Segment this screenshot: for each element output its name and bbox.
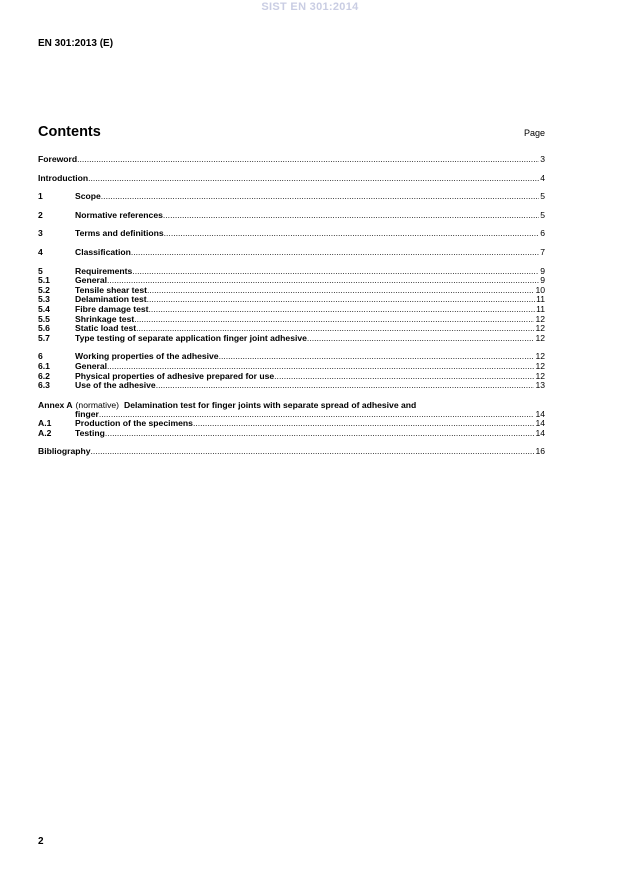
toc-entry-label: Testing: [75, 428, 105, 438]
toc-entry-number: A.2: [38, 428, 52, 438]
toc-entry-label: Bibliography: [38, 447, 91, 457]
toc-leader-dots: [147, 295, 535, 305]
toc-leader-dots: [91, 447, 535, 457]
toc-entry-page: 12: [535, 352, 545, 362]
contents-title: Contents: [38, 124, 101, 140]
toc-entry-label: Foreword: [38, 155, 78, 164]
toc-leader-dots: [132, 267, 539, 277]
toc-leader-dots: [88, 174, 539, 184]
toc-entry-requirements[interactable]: [38, 267, 545, 277]
toc-entry-label: Delamination test for finger joints with separate spread of adhesive and: [124, 399, 417, 410]
toc-entry-number: 5.1: [38, 276, 50, 286]
toc-leader-dots: [77, 155, 539, 165]
toc-entry-label: Physical properties of adhesive prepared for use: [75, 371, 275, 381]
toc-entry-number: 5.4: [38, 304, 50, 314]
toc-entry-page: 5: [540, 210, 545, 220]
watermark: SIST EN 301:2014: [261, 1, 359, 13]
toc-entry-page: 6: [540, 229, 545, 239]
toc-entry-5-6-static-load-test[interactable]: [38, 324, 545, 334]
toc-entry-label-continuation: finger: [75, 409, 99, 419]
toc-entry-page: 3: [540, 155, 545, 164]
toc-entry-5-7-type-testing[interactable]: [38, 334, 545, 344]
toc-entry-annex-prefix: Annex A: [38, 399, 73, 410]
toc-entry-a-1-production-of-specimens[interactable]: [38, 419, 545, 429]
toc-entry-label: Static load test: [75, 324, 137, 334]
toc-entry-page: 12: [535, 314, 545, 324]
toc-entry-page: 9: [540, 266, 545, 276]
toc-entry-label: Classification: [75, 247, 131, 257]
toc-leader-dots: [147, 286, 534, 296]
toc-entry-annex-a[interactable]: [38, 400, 545, 410]
toc-entry-number: 5: [38, 266, 43, 276]
toc-entry-number: 6.3: [38, 381, 50, 391]
toc-entry-scope[interactable]: [38, 192, 545, 202]
toc-entry-page: 16: [535, 447, 545, 457]
toc-entry-page: 12: [535, 371, 545, 381]
toc-entry-6-1-general[interactable]: [38, 362, 545, 372]
toc-entry-label: Type testing of separate application finger joint adhesive: [75, 333, 307, 343]
toc-entry-classification[interactable]: [38, 248, 545, 258]
toc-entry-number: 5.6: [38, 324, 50, 334]
toc-entry-page: 14: [535, 409, 545, 419]
toc-entry-page: 7: [540, 247, 545, 257]
toc-entry-number: 6.1: [38, 361, 50, 371]
toc-leader-dots: [149, 305, 536, 315]
toc-leader-dots: [136, 324, 534, 334]
toc-entry-introduction[interactable]: [38, 174, 545, 184]
toc-entry-terms-and-definitions[interactable]: [38, 229, 545, 239]
document-id: EN 301:2013 (E): [38, 38, 114, 49]
toc-entry-label: Shrinkage test: [75, 314, 135, 324]
toc-entry-page: 10: [535, 285, 545, 295]
toc-leader-dots: [274, 372, 534, 382]
toc-entry-number: 6: [38, 352, 43, 362]
toc-entry-label: Delamination test: [75, 295, 147, 305]
toc-entry-number: 2: [38, 210, 43, 220]
toc-entry-bibliography[interactable]: [38, 447, 545, 457]
toc-entry-label: Terms and definitions: [75, 229, 164, 239]
toc-leader-dots: [163, 211, 539, 221]
toc-leader-dots: [105, 429, 535, 439]
toc-entry-number: A.1: [38, 419, 52, 429]
toc-entry-page: 9: [540, 276, 545, 286]
toc-entry-6-3-use-of-adhesive[interactable]: [38, 381, 545, 391]
toc-leader-dots: [193, 419, 534, 429]
toc-entry-number: 3: [38, 229, 43, 239]
toc-entry-foreword[interactable]: [38, 155, 545, 165]
toc-entry-label: Normative references: [75, 210, 163, 220]
toc-entry-page: 11: [536, 304, 545, 314]
toc-entry-label: General: [75, 361, 108, 371]
toc-entry-page: 12: [535, 324, 545, 334]
toc-leader-dots: [219, 352, 535, 362]
toc-entry-normative-references[interactable]: [38, 211, 545, 221]
toc-entry-label: Scope: [75, 192, 101, 202]
toc-leader-dots: [101, 192, 539, 202]
toc-entry-number: 5.5: [38, 314, 50, 324]
toc-entry-label: Use of the adhesive: [75, 381, 156, 391]
toc-leader-dots: [99, 410, 535, 420]
toc-leader-dots: [307, 334, 535, 344]
toc-entry-number: 1: [38, 192, 43, 202]
toc-leader-dots: [134, 315, 534, 325]
toc-entry-page: 14: [535, 428, 545, 438]
toc-entry-page: 12: [535, 333, 545, 343]
toc-entry-page: 13: [535, 381, 545, 391]
toc-entry-5-1-general[interactable]: [38, 276, 545, 286]
toc-entry-page: 14: [535, 419, 545, 429]
toc-entry-label: Tensile shear test: [75, 285, 147, 295]
toc-entry-label: Fibre damage test: [75, 304, 149, 314]
toc-entry-number: 5.3: [38, 295, 50, 305]
page-column-label: Page: [523, 128, 545, 138]
toc-entry-number: 5.7: [38, 333, 50, 343]
toc-entry-label: General: [75, 276, 108, 286]
toc-entry-label: Introduction: [38, 173, 89, 183]
toc-entry-5-2-tensile-shear-test[interactable]: [38, 286, 545, 296]
toc-leader-dots: [107, 276, 539, 286]
toc-entry-page: 5: [540, 192, 545, 202]
toc-entry-page: 4: [540, 173, 545, 183]
toc-entry-annex-note: (normative): [75, 399, 120, 410]
toc-entry-label: Working properties of the adhesive: [75, 352, 219, 362]
toc-entry-number: 4: [38, 247, 43, 257]
toc-entry-number: 6.2: [38, 371, 50, 381]
toc-entry-6-2-physical-properties[interactable]: [38, 372, 545, 382]
toc-leader-dots: [131, 248, 539, 258]
toc-leader-dots: [156, 381, 535, 391]
toc-entry-a-2-testing[interactable]: [38, 429, 545, 439]
toc-entry-number: 5.2: [38, 285, 50, 295]
toc-leader-dots: [164, 229, 540, 239]
toc-entry-annex-a-continuation[interactable]: [38, 410, 545, 420]
toc-entry-5-3-delamination-test[interactable]: [38, 295, 545, 305]
toc-entry-5-5-shrinkage-test[interactable]: [38, 315, 545, 325]
table-of-contents: [38, 155, 545, 457]
toc-entry-page: 11: [536, 295, 545, 305]
toc-entry-working-properties[interactable]: [38, 352, 545, 362]
toc-entry-label: Production of the specimens: [75, 419, 193, 429]
toc-entry-label: Requirements: [75, 266, 133, 276]
toc-entry-page: 12: [535, 361, 545, 371]
toc-entry-5-4-fibre-damage-test[interactable]: [38, 305, 545, 315]
toc-leader-dots: [107, 362, 534, 372]
footer-page-number: 2: [38, 836, 44, 847]
